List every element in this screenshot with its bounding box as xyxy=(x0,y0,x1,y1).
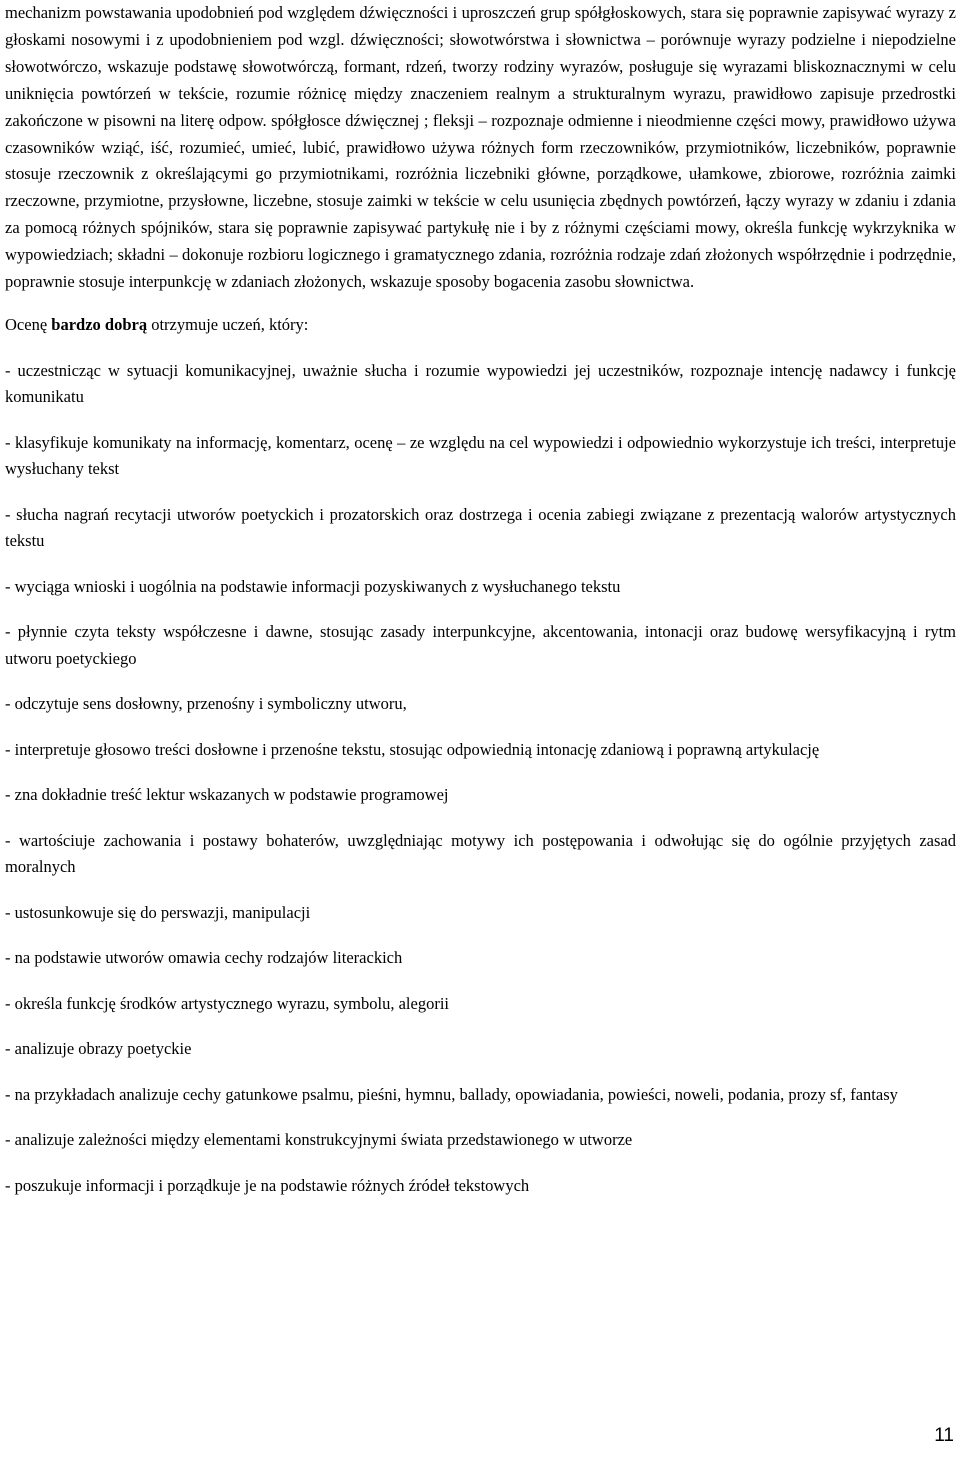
requirement-item: - analizuje zależności między elementami konstrukcyjnymi świata przedstawionego w utworze xyxy=(5,1130,633,1150)
grade-heading-grade: bardzo dobrą xyxy=(51,314,148,334)
requirement-item: - poszukuje informacji i porządkuje je na podstawie różnych źródeł tekstowych xyxy=(5,1175,530,1195)
requirement-item: - interpretuje głosowo treści dosłowne i przenośne tekstu, stosując odpowiednią intonację zdaniową i poprawną artykulację xyxy=(5,739,820,759)
document-page xyxy=(5,0,956,1199)
requirement-item: - słucha nagrań recytacji utworów poetyckich i prozatorskich oraz dostrzega i ocenia zabiegi związane z prezentacją walorów artystycznych tekstu xyxy=(5,504,956,551)
intro-paragraph: mechanizm powstawania upodobnień pod względem dźwięczności i uproszczeń grup spółgłoskowych, stara się poprawnie zapisywać wyrazy z głoskami nosowymi i z upodobnieniem pod wzgl. dźwięczności; słowotwórstwa i słownictwa – porównuje wyrazy podzielne i niepodzielne słowotwórczo, wskazuje podstawę słowotwórczą, formant, rdzeń, tworzy rodziny wyrazów, posługuje się wyrazami bliskoznacznymi w celu uniknięcia powtórzeń w tekście, rozumie różnicę między znaczeniem realnym a strukturalnym wyrazu, prawidłowo zapisuje przedrostki zakończone w pisowni na literę odpow. spółgłosce dźwięcznej ; fleksji – rozpoznaje odmienne i nieodmienne części mowy, prawidłowo używa czasowników wziąć, iść, rozumieć, umieć, lubić, prawidłowo używa różnych form rzeczowników, przymiotników, liczebników, poprawnie stosuje rzeczownik z określającymi go przymiotnikami, rozróżnia liczebniki główne, porządkowe, ułamkowe, zbiorowe, rozróżnia zaimki rzeczowne, przymiotne, przysłowne, liczebne, stosuje zaimki w tekście w celu usunięcia zbędnych powtórzeń, łączy wyrazy w zdaniu i zdania za pomocą różnych spójników, stara się poprawnie zapisywać partykułę nie i by z różnymi częściami mowy, określa funkcję wykrzyknika w wypowiedziach; składni – dokonuje rozbioru logicznego i gramatycznego zdania, rozróżnia rodzaje zdań złożonych współrzędnie i podrzędnie, poprawnie stosuje interpunkcję w zdaniach złożonych, wskazuje sposoby bogacenia zasobu słownictwa. xyxy=(5,3,956,292)
grade-heading-suffix: otrzymuje uczeń, który: xyxy=(147,314,309,334)
requirement-item: - zna dokładnie treść lektur wskazanych w podstawie programowej xyxy=(5,785,449,805)
requirement-item: - klasyfikuje komunikaty na informację, komentarz, ocenę – ze względu na cel wypowiedzi i odpowiednio wykorzystuje ich treści, interpretuje wysłuchany tekst xyxy=(5,432,956,479)
requirement-item: - ustosunkowuje się do perswazji, manipulacji xyxy=(5,902,311,922)
requirement-item: - na przykładach analizuje cechy gatunkowe psalmu, pieśni, hymnu, ballady, opowiadania, powieści, noweli, podania, prozy sf, fantasy xyxy=(5,1084,898,1104)
page-number: 11 xyxy=(934,1425,954,1446)
requirement-item: - płynnie czyta teksty współczesne i dawne, stosując zasady interpunkcyjne, akcentowania, intonacji oraz budowę wersyfikacyjną i rytm utworu poetyckiego xyxy=(5,622,956,668)
requirement-item: - na podstawie utworów omawia cechy rodzajów literackich xyxy=(5,948,403,968)
grade-heading-prefix: Ocenę xyxy=(5,314,52,334)
requirements-list xyxy=(5,358,956,1200)
requirement-item: - wartościuje zachowania i postawy bohaterów, uwzględniając motywy ich postępowania i odwołując się do ogólnie przyjętych zasad moralnych xyxy=(5,830,956,877)
requirement-item: - określa funkcję środków artystycznego wyrazu, symbolu, alegorii xyxy=(5,993,449,1013)
requirement-item: - odczytuje sens dosłowny, przenośny i symboliczny utworu, xyxy=(5,694,407,714)
grade-heading xyxy=(5,312,956,338)
requirement-item: - uczestnicząc w sytuacji komunikacyjnej, uważnie słucha i rozumie wypowiedzi jej uczestników, rozpoznaje intencję nadawcy i funkcję komunikatu xyxy=(5,360,956,407)
requirement-item: - wyciąga wnioski i uogólnia na podstawie informacji pozyskiwanych z wysłuchanego tekstu xyxy=(5,576,621,596)
requirement-item: - analizuje obrazy poetyckie xyxy=(5,1039,192,1059)
